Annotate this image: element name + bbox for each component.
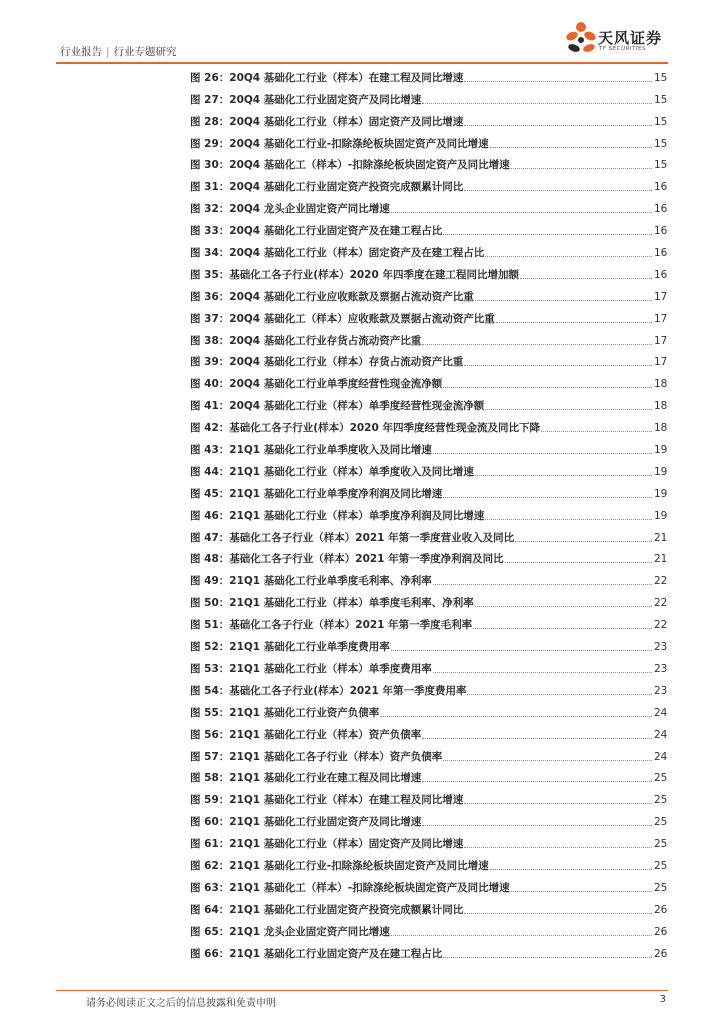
toc-dot-leader (490, 869, 652, 870)
toc-entry-page: 18 (654, 422, 668, 435)
toc-entry-title[interactable]: 图 41：20Q4 基础化工行业（样本）单季度经营性现金流净额 (190, 400, 485, 413)
toc-entry-page: 15 (654, 115, 668, 128)
toc-entry-page: 22 (654, 575, 668, 588)
toc-entry-title[interactable]: 图 47：基础化工各子行业（样本）2021 年第一季度营业收入及同比 (190, 531, 515, 544)
toc-entry[interactable] (190, 503, 666, 525)
toc-entry[interactable] (190, 766, 666, 788)
toc-entry-page: 19 (654, 444, 668, 457)
report-category (60, 44, 177, 59)
toc-entry-page: 16 (654, 181, 668, 194)
toc-entry-page: 24 (654, 728, 668, 741)
toc-entry[interactable] (190, 262, 666, 284)
toc-entry[interactable] (190, 853, 666, 875)
toc-dot-leader (496, 322, 652, 323)
toc-entry-page: 23 (654, 662, 668, 675)
toc-entry-page: 25 (654, 794, 668, 807)
toc-entry-title[interactable]: 图 34：20Q4 基础化工行业（样本）固定资产及在建工程占比 (190, 247, 485, 260)
report-type-label: 行业报告 (60, 46, 102, 58)
toc-entry-page: 21 (654, 553, 668, 566)
toc-entry-title[interactable]: 图 54：基础化工各子行业(样本）2021 年第一季度费用率 (190, 684, 467, 697)
toc-entry-page: 25 (654, 772, 668, 785)
toc-entry[interactable] (190, 525, 666, 547)
toc-dot-leader (490, 147, 652, 148)
toc-dot-leader (380, 716, 652, 717)
toc-entry[interactable] (190, 306, 666, 328)
toc-entry[interactable] (190, 547, 666, 569)
toc-dot-leader (464, 365, 652, 366)
toc-entry-title[interactable]: 图 59：21Q1 基础化工行业（样本）在建工程及同比增速 (190, 794, 464, 807)
toc-entry-title[interactable]: 图 65：21Q1 龙头企业固定资产同比增速 (190, 925, 390, 938)
toc-dot-leader (391, 650, 652, 651)
toc-dot-leader (515, 541, 652, 542)
toc-entry-title[interactable]: 图 56：21Q1 基础化工行业（样本）资产负债率 (190, 728, 422, 741)
toc-dot-leader (464, 847, 652, 848)
toc-entry[interactable] (190, 65, 666, 87)
toc-entry[interactable] (190, 218, 666, 240)
toc-entry-title[interactable]: 图 31：20Q4 基础化工行业固定资产投资完成额累计同比 (190, 181, 464, 194)
toc-entry[interactable] (190, 875, 666, 897)
header-separator: | (106, 46, 110, 58)
toc-entry-title[interactable]: 图 38：20Q4 基础化工行业存货占流动资产比重 (190, 334, 422, 347)
toc-entry-title[interactable]: 图 62：21Q1 基础化工行业-扣除涤纶板块固定资产及同比增速 (190, 859, 489, 872)
toc-entry-title[interactable]: 图 32：20Q4 龙头企业固定资产同比增速 (190, 203, 390, 216)
toc-entry[interactable] (190, 87, 666, 109)
toc-dot-leader (541, 431, 652, 432)
toc-entry[interactable] (190, 393, 666, 415)
toc-entry-page: 25 (654, 816, 668, 829)
toc-entry[interactable] (190, 437, 666, 459)
toc-dot-leader (475, 300, 652, 301)
toc-entry-title[interactable]: 图 26：20Q4 基础化工行业（样本）在建工程及同比增速 (190, 71, 464, 84)
toc-entry-page: 16 (654, 268, 668, 281)
toc-dot-leader (485, 519, 652, 520)
report-subtype-label: 行业专题研究 (113, 46, 177, 58)
toc-entry-title[interactable]: 图 39：20Q4 基础化工行业（样本）存货占流动资产比重 (190, 356, 464, 369)
toc-entry-page: 15 (654, 93, 668, 106)
toc-entry-page: 19 (654, 509, 668, 522)
toc-entry-title[interactable]: 图 43：21Q1 基础化工行业单季度收入及同比增速 (190, 444, 432, 457)
toc-entry-title[interactable]: 图 27：20Q4 基础化工行业固定资产及同比增速 (190, 93, 422, 106)
toc-entry-page: 16 (654, 203, 668, 216)
toc-dot-leader (485, 256, 652, 257)
toc-entry[interactable] (190, 656, 666, 678)
page-header (0, 0, 724, 68)
toc-dot-leader (464, 913, 652, 914)
toc-entry-title[interactable]: 图 29：20Q4 基础化工行业-扣除涤纶板块固定资产及同比增速 (190, 137, 489, 150)
toc-entry[interactable] (190, 787, 666, 809)
toc-entry-page: 19 (654, 487, 668, 500)
toc-dot-leader (422, 103, 652, 104)
toc-entry-title[interactable]: 图 28：20Q4 基础化工行业（样本）固定资产及同比增速 (190, 115, 464, 128)
toc-entry-page: 17 (654, 356, 668, 369)
toc-entry[interactable] (190, 459, 666, 481)
toc-entry[interactable] (190, 109, 666, 131)
toc-entry[interactable] (190, 612, 666, 634)
footer-divider (56, 990, 668, 991)
toc-entry-title[interactable]: 图 53：21Q1 基础化工行业（样本）单季度费用率 (190, 662, 432, 675)
toc-entry[interactable] (190, 284, 666, 306)
toc-entry[interactable] (190, 131, 666, 153)
toc-entry-page: 24 (654, 750, 668, 763)
toc-dot-leader (433, 584, 652, 585)
toc-entry[interactable] (190, 919, 666, 941)
toc-entry-title[interactable]: 图 37：20Q4 基础化工（样本）应收账款及票据占流动资产比重 (190, 312, 495, 325)
toc-entry-page: 18 (654, 400, 668, 413)
toc-dot-leader (485, 409, 652, 410)
toc-entry-page: 26 (654, 903, 668, 916)
toc-entry-title[interactable]: 图 55：21Q1 基础化工行业资产负债率 (190, 706, 380, 719)
toc-entry-page: 25 (654, 881, 668, 894)
logo-name: 天风证券 (598, 29, 663, 47)
toc-entry-page: 15 (654, 137, 668, 150)
toc-dot-leader (443, 497, 652, 498)
toc-entry-title[interactable]: 图 51：基础化工各子行业（样本）2021 年第一季度毛利率 (190, 619, 473, 632)
toc-entry-page: 17 (654, 290, 668, 303)
toc-entry[interactable] (190, 831, 666, 853)
toc-entry-title[interactable]: 图 44：21Q1 基础化工行业（样本）单季度收入及同比增速 (190, 465, 474, 478)
toc-entry-title[interactable]: 图 57：21Q1 基础化工各子行业（样本）资产负债率 (190, 750, 443, 763)
toc-dot-leader (443, 234, 652, 235)
disclaimer-text: 请务必阅读正文之后的信息披露和免责申明 (86, 998, 276, 1009)
toc-entry-title[interactable]: 图 61：21Q1 基础化工行业（样本）固定资产及同比增速 (190, 838, 464, 851)
toc-dot-leader (464, 125, 652, 126)
toc-entry-page: 22 (654, 597, 668, 610)
toc-entry-title[interactable]: 图 49：21Q1 基础化工行业单季度毛利率、净利率 (190, 575, 432, 588)
toc-entry[interactable] (190, 568, 666, 590)
toc-entry-title[interactable]: 图 30：20Q4 基础化工（样本）-扣除涤纶板块固定资产及同比增速 (190, 159, 510, 172)
toc-dot-leader (473, 628, 652, 629)
toc-dot-leader (511, 891, 652, 892)
toc-entry-title[interactable]: 图 64：21Q1 基础化工行业固定资产投资完成额累计同比 (190, 903, 464, 916)
toc-dot-leader (464, 81, 652, 82)
toc-entry-title[interactable]: 图 63：21Q1 基础化工（样本）-扣除涤纶板块固定资产及同比增速 (190, 881, 510, 894)
toc-entry-title[interactable]: 图 33：20Q4 基础化工行业固定资产及在建工程占比 (190, 225, 443, 238)
toc-entry-page: 15 (654, 71, 668, 84)
toc-dot-leader (443, 957, 652, 958)
toc-entry-page: 23 (654, 641, 668, 654)
toc-entry-page: 17 (654, 334, 668, 347)
toc-entry-page: 16 (654, 247, 668, 260)
toc-entry-title[interactable]: 图 45：21Q1 基础化工行业单季度净利润及同比增速 (190, 487, 443, 500)
toc-dot-leader (511, 168, 652, 169)
toc-entry-title[interactable]: 图 42：基础化工各子行业(样本）2020 年四季度经营性现金流及同比下降 (190, 422, 540, 435)
toc-entry[interactable] (190, 328, 666, 350)
toc-entry[interactable] (190, 240, 666, 262)
toc-entry-page: 25 (654, 838, 668, 851)
logo-subtitle: TF SECURITIES (599, 46, 646, 52)
toc-entry-title[interactable]: 图 60：21Q1 基础化工行业固定资产及同比增速 (190, 816, 422, 829)
toc-dot-leader (464, 803, 652, 804)
toc-entry-page: 24 (654, 706, 668, 719)
toc-dot-leader (391, 212, 652, 213)
toc-dot-leader (475, 475, 652, 476)
toc-entry[interactable] (190, 700, 666, 722)
toc-entry-page: 26 (654, 925, 668, 938)
toc-dot-leader (505, 562, 652, 563)
toc-dot-leader (520, 278, 652, 279)
toc-dot-leader (422, 825, 652, 826)
toc-entry-title[interactable]: 图 35：基础化工各子行业(样本）2020 年四季度在建工程同比增加额 (190, 268, 519, 281)
toc-entry-page: 17 (654, 312, 668, 325)
toc-entry[interactable] (190, 153, 666, 175)
toc-entry-title[interactable]: 图 46：21Q1 基础化工行业（样本）单季度净利润及同比增速 (190, 509, 485, 522)
toc-entry[interactable] (190, 590, 666, 612)
toc-entry[interactable] (190, 415, 666, 437)
toc-entry-page: 18 (654, 378, 668, 391)
toc-entry[interactable] (190, 722, 666, 744)
toc-entry[interactable] (190, 678, 666, 700)
toc-entry[interactable] (190, 174, 666, 196)
logo-flower-icon (564, 20, 598, 60)
toc-dot-leader (464, 190, 652, 191)
toc-entry-page: 22 (654, 619, 668, 632)
toc-entry[interactable] (190, 481, 666, 503)
toc-entry-title[interactable]: 图 36：20Q4 基础化工行业应收账款及票据占流动资产比重 (190, 290, 474, 303)
figure-list (190, 65, 666, 963)
toc-entry-page: 23 (654, 684, 668, 697)
toc-entry[interactable] (190, 744, 666, 766)
toc-entry[interactable] (190, 809, 666, 831)
toc-entry[interactable] (190, 897, 666, 919)
toc-entry-page: 15 (654, 159, 668, 172)
toc-entry-page: 16 (654, 225, 668, 238)
toc-entry[interactable] (190, 196, 666, 218)
toc-entry-title[interactable]: 图 66：21Q1 基础化工行业固定资产及在建工程占比 (190, 947, 443, 960)
toc-entry-title[interactable]: 图 52：21Q1 基础化工行业单季度费用率 (190, 641, 390, 654)
toc-entry-title[interactable]: 图 48：基础化工各子行业（样本）2021 年第一季度净利润及同比 (190, 553, 504, 566)
toc-dot-leader (467, 694, 652, 695)
toc-dot-leader (433, 453, 652, 454)
toc-entry[interactable] (190, 634, 666, 656)
toc-entry-page: 21 (654, 531, 668, 544)
toc-dot-leader (391, 935, 652, 936)
toc-dot-leader (422, 738, 652, 739)
toc-entry-page: 25 (654, 859, 668, 872)
header-divider (56, 62, 668, 64)
toc-entry-title[interactable]: 图 58：21Q1 基础化工行业在建工程及同比增速 (190, 772, 422, 785)
toc-dot-leader (475, 606, 652, 607)
tf-securities-logo (564, 20, 674, 60)
toc-entry[interactable] (190, 371, 666, 393)
page-number: 3 (659, 994, 666, 1005)
toc-dot-leader (433, 672, 652, 673)
toc-dot-leader (422, 344, 652, 345)
toc-entry-title[interactable]: 图 50：21Q1 基础化工行业（样本）单季度毛利率、净利率 (190, 597, 474, 610)
toc-entry[interactable] (190, 350, 666, 372)
toc-dot-leader (443, 760, 652, 761)
toc-dot-leader (422, 781, 652, 782)
toc-dot-leader (443, 387, 652, 388)
toc-entry[interactable] (190, 941, 666, 963)
toc-entry-page: 19 (654, 465, 668, 478)
toc-entry-page: 26 (654, 947, 668, 960)
toc-entry-title[interactable]: 图 40：20Q4 基础化工行业单季度经营性现金流净额 (190, 378, 443, 391)
